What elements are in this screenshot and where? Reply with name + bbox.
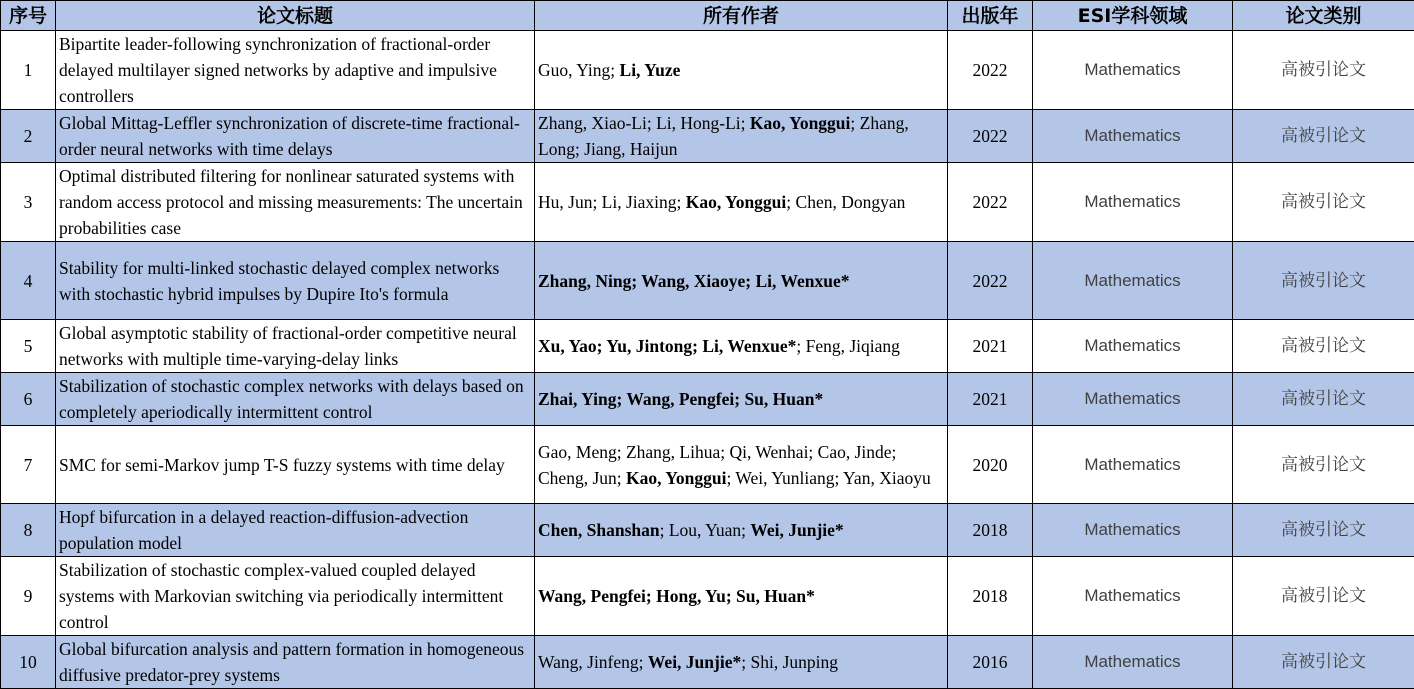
author-segment: Xu, Yao; Yu, Jintong; Li, Wenxue* — [538, 336, 796, 356]
esi-field: Mathematics — [1033, 31, 1233, 110]
header-row — [1, 1, 1414, 31]
author-segment: Zhai, Ying; Wang, Pengfei; Su, Huan* — [538, 389, 823, 409]
esi-field: Mathematics — [1033, 163, 1233, 242]
row-index: 5 — [1, 320, 56, 373]
paper-category: 高被引论文 — [1233, 242, 1414, 320]
author-segment: ; Feng, Jiqiang — [796, 336, 900, 356]
table-row — [1, 504, 1414, 557]
pub-year: 2021 — [948, 320, 1033, 373]
esi-field: Mathematics — [1033, 242, 1233, 320]
header-year: 出版年 — [948, 1, 1033, 31]
author-segment: Wei, Junjie* — [648, 652, 741, 672]
pub-year: 2020 — [948, 426, 1033, 504]
pub-year: 2021 — [948, 373, 1033, 426]
pub-year: 2022 — [948, 163, 1033, 242]
paper-authors — [535, 426, 948, 504]
paper-category: 高被引论文 — [1233, 636, 1414, 689]
pub-year: 2018 — [948, 504, 1033, 557]
paper-title: Global Mittag-Leffler synchronization of discrete-time fractional-order neural networks with time delays — [56, 110, 535, 163]
row-index: 1 — [1, 31, 56, 110]
esi-field: Mathematics — [1033, 504, 1233, 557]
author-segment: Wei, Junjie* — [750, 520, 843, 540]
paper-title: Stabilization of stochastic complex-valued coupled delayed systems with Markovian switching via periodically intermittent control — [56, 557, 535, 636]
table-row — [1, 242, 1414, 320]
paper-authors — [535, 110, 948, 163]
author-segment: Wang, Jinfeng; — [538, 652, 648, 672]
paper-category: 高被引论文 — [1233, 504, 1414, 557]
author-segment: Li, Yuze — [620, 60, 681, 80]
author-segment: Zhang, Ning; Wang, Xiaoye; Li, Wenxue* — [538, 271, 850, 291]
esi-field: Mathematics — [1033, 320, 1233, 373]
row-index: 3 — [1, 163, 56, 242]
table-row — [1, 373, 1414, 426]
table-row — [1, 320, 1414, 373]
table-row — [1, 163, 1414, 242]
paper-title: Global asymptotic stability of fractional-order competitive neural networks with multiple time-varying-delay links — [56, 320, 535, 373]
esi-field: Mathematics — [1033, 636, 1233, 689]
paper-title: Optimal distributed filtering for nonlinear saturated systems with random access protocol and missing measurements: The uncertain probabilities case — [56, 163, 535, 242]
author-segment: Hu, Jun; Li, Jiaxing; — [538, 192, 686, 212]
paper-authors — [535, 31, 948, 110]
paper-category: 高被引论文 — [1233, 320, 1414, 373]
row-index: 4 — [1, 242, 56, 320]
paper-title: Bipartite leader-following synchronization of fractional-order delayed multilayer signed networks by adaptive and impulsive controllers — [56, 31, 535, 110]
author-segment: ; Chen, Dongyan — [786, 192, 905, 212]
author-segment: ; Shi, Junping — [741, 652, 838, 672]
header-category: 论文类别 — [1233, 1, 1414, 31]
paper-title: Hopf bifurcation in a delayed reaction-diffusion-advection population model — [56, 504, 535, 557]
author-segment: Wang, Pengfei; Hong, Yu; Su, Huan* — [538, 586, 815, 606]
author-segment: Zhang, Xiao-Li; Li, Hong-Li; — [538, 113, 750, 133]
paper-authors — [535, 373, 948, 426]
table-row — [1, 110, 1414, 163]
paper-title: Stabilization of stochastic complex networks with delays based on completely aperiodically intermittent control — [56, 373, 535, 426]
paper-authors — [535, 163, 948, 242]
paper-category: 高被引论文 — [1233, 557, 1414, 636]
paper-authors — [535, 320, 948, 373]
header-field: ESI学科领域 — [1033, 1, 1233, 31]
paper-title: Stability for multi-linked stochastic delayed complex networks with stochastic hybrid impulses by Dupire Ito's formula — [56, 242, 535, 320]
esi-field: Mathematics — [1033, 557, 1233, 636]
pub-year: 2018 — [948, 557, 1033, 636]
header-index: 序号 — [1, 1, 56, 31]
row-index: 10 — [1, 636, 56, 689]
paper-category: 高被引论文 — [1233, 110, 1414, 163]
row-index: 7 — [1, 426, 56, 504]
table-row — [1, 426, 1414, 504]
paper-category: 高被引论文 — [1233, 163, 1414, 242]
header-authors: 所有作者 — [535, 1, 948, 31]
row-index: 6 — [1, 373, 56, 426]
esi-field: Mathematics — [1033, 426, 1233, 504]
pub-year: 2022 — [948, 242, 1033, 320]
esi-field: Mathematics — [1033, 373, 1233, 426]
paper-category: 高被引论文 — [1233, 31, 1414, 110]
row-index: 2 — [1, 110, 56, 163]
pub-year: 2022 — [948, 31, 1033, 110]
author-segment: ; Zhang, Long; Jiang, Haijun — [538, 113, 909, 159]
author-segment: ; Lou, Yuan; — [660, 520, 751, 540]
row-index: 9 — [1, 557, 56, 636]
paper-authors — [535, 504, 948, 557]
author-segment: ; Wei, Yunliang; Yan, Xiaoyu — [727, 468, 931, 488]
esi-field: Mathematics — [1033, 110, 1233, 163]
author-segment: Gao, Meng; Zhang, Lihua; Qi, Wenhai; Cao, Jinde; Cheng, Jun; — [538, 442, 896, 488]
table-row — [1, 557, 1414, 636]
author-segment: Kao, Yonggui — [686, 192, 787, 212]
author-segment: Chen, Shanshan — [538, 520, 660, 540]
paper-title: Global bifurcation analysis and pattern formation in homogeneous diffusive predator-prey systems — [56, 636, 535, 689]
header-title: 论文标题 — [56, 1, 535, 31]
pub-year: 2022 — [948, 110, 1033, 163]
paper-title: SMC for semi-Markov jump T-S fuzzy systems with time delay — [56, 426, 535, 504]
pub-year: 2016 — [948, 636, 1033, 689]
paper-authors — [535, 557, 948, 636]
paper-category: 高被引论文 — [1233, 426, 1414, 504]
author-segment: Kao, Yonggui — [750, 113, 851, 133]
row-index: 8 — [1, 504, 56, 557]
paper-category: 高被引论文 — [1233, 373, 1414, 426]
author-segment: Kao, Yonggui — [626, 468, 727, 488]
paper-authors — [535, 242, 948, 320]
table-row — [1, 31, 1414, 110]
author-segment: Guo, Ying; — [538, 60, 620, 80]
